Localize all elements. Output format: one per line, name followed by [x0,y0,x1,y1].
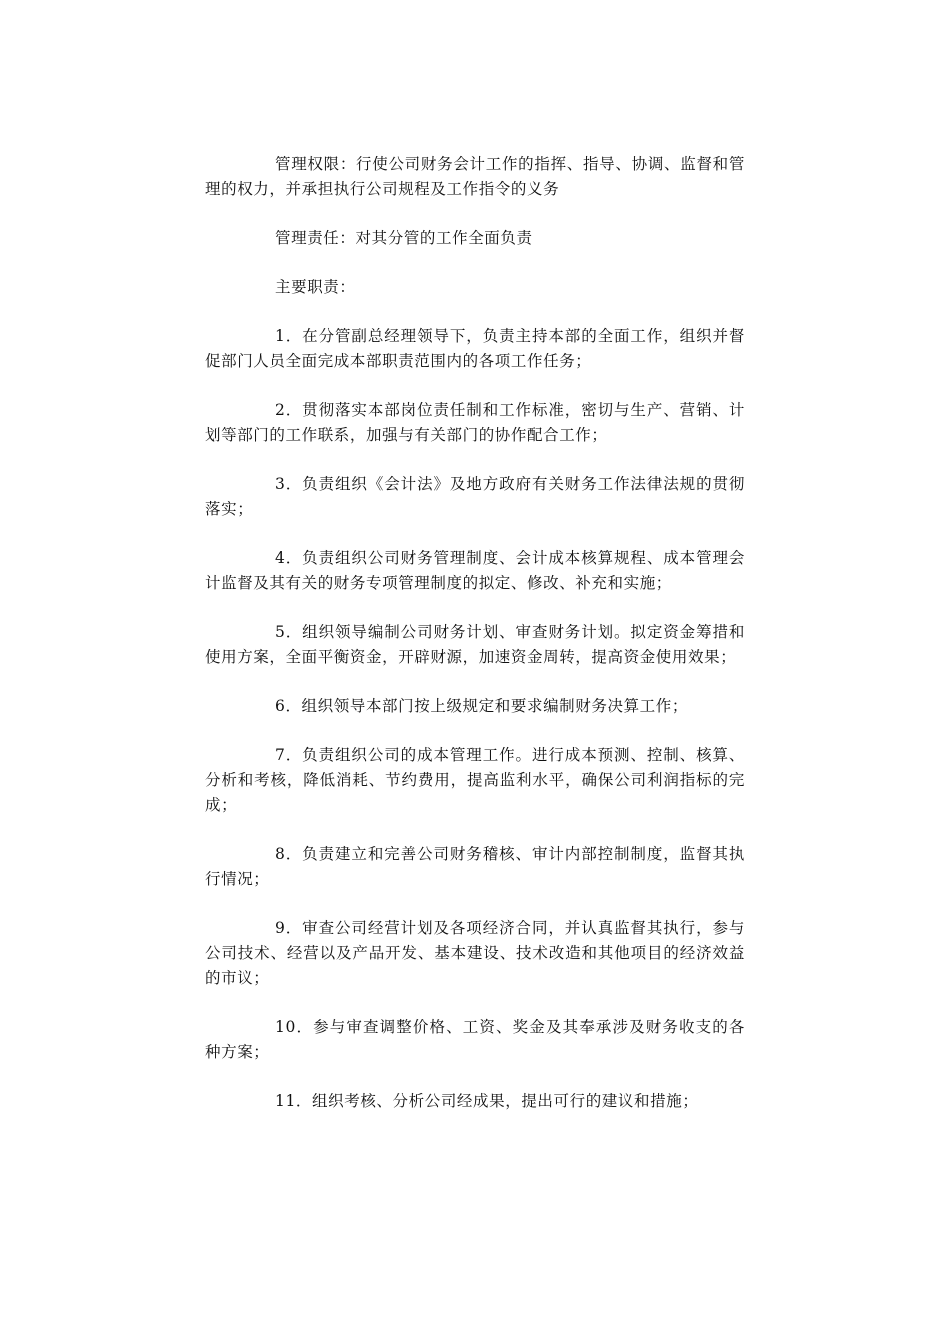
paragraph-management-authority: 管理权限：行使公司财务会计工作的指挥、指导、协调、监督和管理的权力，并承担执行公司规程及工作指令的义务 [205,155,745,198]
duty-item-11: 11．组织考核、分析公司经成果，提出可行的建议和措施； [275,1092,699,1110]
paragraph-main-duties-heading: 主要职责： [275,278,356,296]
duty-item-3: 3．负责组织《会计法》及地方政府有关财务工作法律法规的贯彻落实； [205,475,745,518]
duty-item-5: 5．组织领导编制公司财务计划、审查财务计划。拟定资金筹措和使用方案，全面平衡资金，开辟财源，加速资金周转，提高资金使用效果； [205,623,745,666]
document-body [205,152,745,1138]
duty-item-8: 8．负责建立和完善公司财务稽核、审计内部控制制度，监督其执行情况； [205,845,745,888]
duty-item-1: 1．在分管副总经理领导下，负责主持本部的全面工作，组织并督促部门人员全面完成本部职责范围内的各项工作任务； [205,327,745,370]
duty-item-10: 10．参与审查调整价格、工资、奖金及其奉承涉及财务收支的各种方案； [205,1018,745,1061]
duty-item-2: 2．贯彻落实本部岗位责任制和工作标准，密切与生产、营销、计划等部门的工作联系，加强与有关部门的协作配合工作； [205,401,745,444]
duty-item-6: 6．组织领导本部门按上级规定和要求编制财务决算工作； [275,697,688,715]
duty-item-9: 9．审查公司经营计划及各项经济合同，并认真监督其执行，参与公司技术、经营以及产品开发、基本建设、技术改造和其他项目的经济效益的市议； [205,919,745,987]
duty-item-7: 7．负责组织公司的成本管理工作。进行成本预测、控制、核算、分析和考核，降低消耗、节约费用，提高监利水平，确保公司利润指标的完成； [205,746,745,814]
paragraph-management-responsibility: 管理责任：对其分管的工作全面负责 [275,229,533,247]
duty-item-4: 4．负责组织公司财务管理制度、会计成本核算规程、成本管理会计监督及其有关的财务专项管理制度的拟定、修改、补充和实施； [205,549,745,592]
